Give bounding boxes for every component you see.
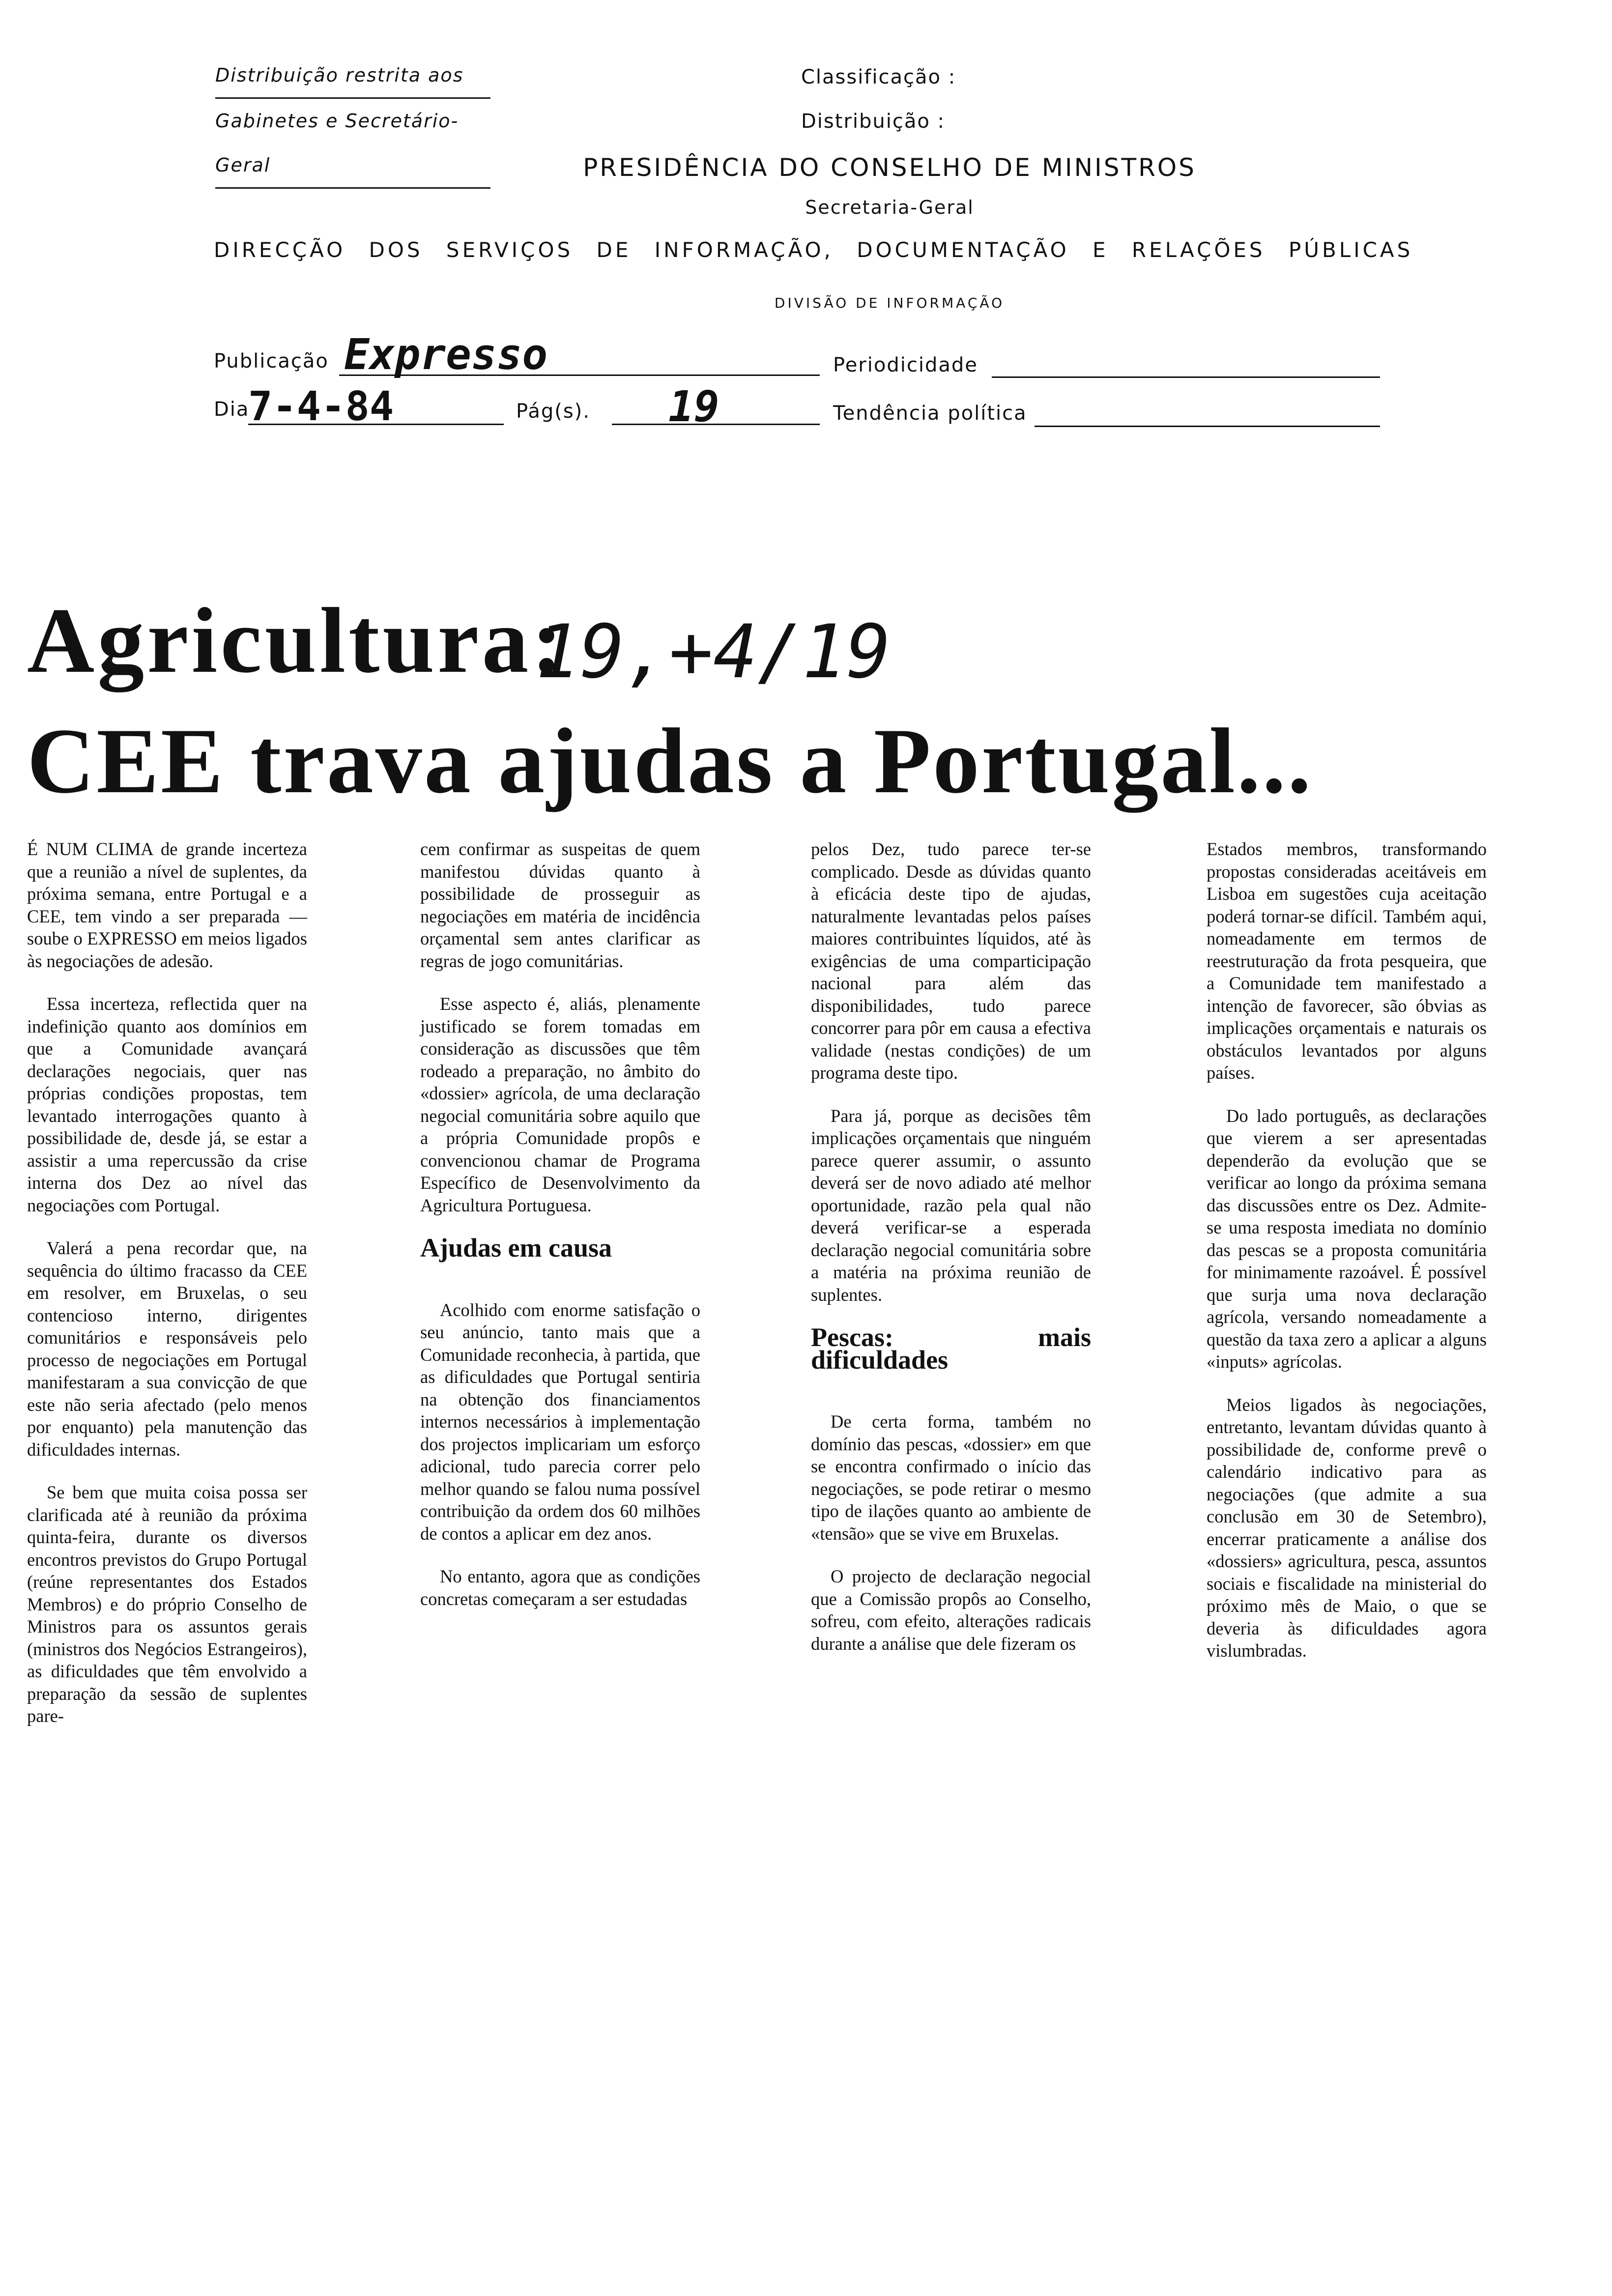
- headline-line-2: CEE trava ajudas a Portugal...: [27, 710, 1313, 813]
- periodicidade-label: Periodicidade: [833, 354, 978, 376]
- paragraph: Acolhido com enorme satisfação o seu anúncio, tanto mais que a Comunidade reconhecia, à partida, que as dificuldades que Portugal sentiria na obtenção dos financiamentos internos necessários à implementação dos projectos implicariam um esforço adicional, tudo parecia correr pelo melhor quando se falou numa possível contribuição da ordem dos 60 milhões de contos a aplicar em dez anos.: [420, 1299, 700, 1544]
- article-column-2: [420, 838, 700, 1631]
- classificacao-label: Classificação :: [801, 66, 956, 88]
- pags-label: Pág(s).: [516, 400, 590, 423]
- paragraph: Para já, porque as decisões têm implicações orçamentais que ninguém parece querer assumir, o assunto deverá ser de novo adiado até melhor oportunidade, razão pela qual não deverá verificar-se a esperada declaração negocial comunitária sobre a matéria na próxima reunião de suplentes.: [811, 1105, 1091, 1305]
- paragraph: cem confirmar as suspeitas de quem manifestou dúvidas quanto à possibilidade de prosseguir as negociações em matéria de incidência orçamental sem antes clarificar as regras de jogo comunitárias.: [420, 839, 700, 971]
- dia-label: Dia: [214, 398, 250, 421]
- paragraph: Essa incerteza, reflectida quer na indefinição quanto aos domínios em que a Comunidade avançará declarações negociais, quer nas próprias condições propostas, tem levantado interrogações quanto à possibilidade de, desde já, se estar a assistir a uma repercussão da crise interna dos Dez ao nível das negociações com Portugal.: [27, 994, 307, 1215]
- subheading-ajudas: Ajudas em causa: [420, 1233, 612, 1263]
- handwritten-page-note: 19,+4/19: [536, 609, 891, 695]
- tendencia-line: [1035, 426, 1380, 427]
- subheading-pescas: Pescas: mais dificuldades: [811, 1322, 1091, 1375]
- paragraph: Se bem que muita coisa possa ser clarificada até à reunião da próxima quinta-feira, durante os diversos encontros previstos do Grupo Portugal (reúne representantes dos Estados Membros) e do próprio Conselho de Ministros para os assuntos gerais (ministros dos Negócios Estrangeiros), as dificuldades que têm envolvido a preparação da sessão de suplentes pare-: [27, 1482, 307, 1726]
- headline-line-1: Agricultura:: [27, 589, 566, 692]
- publicacao-handwritten: Expresso: [344, 330, 548, 379]
- dia-handwritten: 7-4-84: [248, 383, 394, 430]
- direccao-heading: DIRECÇÃO DOS SERVIÇOS DE INFORMAÇÃO, DOCUMENTAÇÃO E RELAÇÕES PÚBLICAS: [214, 238, 1413, 262]
- paragraph: Do lado português, as declarações que vierem a ser apresentadas dependerão da evolução que se verificar ao longo da próxima semana das discussões entre os Dez. Admite-se uma resposta imediata no domínio das pescas se a proposta comunitária for minimamente razoável. É possível que surja uma nova declaração agrícola, versando nomeadamente a questão da taxa zero a aplicar a alguns «inputs» agrícolas.: [1207, 1105, 1487, 1372]
- article-column-3: [811, 838, 1091, 1675]
- distribuicao-label: Distribuição :: [801, 110, 946, 133]
- paragraph: De certa forma, também no domínio das pescas, «dossier» em que se encontra confirmado o início das negociações, se pode retirar o mesmo tipo de ilações quanto ao ambiente de «tensão» que se vive em Bruxelas.: [811, 1411, 1091, 1544]
- paragraph: No entanto, agora que as condições concretas começaram a ser estudadas: [420, 1566, 700, 1609]
- pags-handwritten: 19: [668, 382, 720, 431]
- paragraph: pelos Dez, tudo parece ter-se complicado. Desde as dúvidas quanto à eficácia deste tipo de ajudas, naturalmente levantadas pelos países maiores contribuintes líquidos, até às exigências de uma comparticipação nacional para além das disponibilidades, tudo parece concorrer para pôr em causa a efectiva validade (nestas condições) de um programa deste tipo.: [811, 839, 1091, 1083]
- paragraph: O projecto de declaração negocial que a Comissão propôs ao Conselho, sofreu, com efeito, alterações radicais durante a análise que dele fizeram os: [811, 1566, 1091, 1654]
- article-column-4: [1207, 838, 1487, 1683]
- divisao-heading: DIVISÃO DE INFORMAÇÃO: [774, 295, 1005, 311]
- tendencia-label: Tendência política: [833, 402, 1027, 425]
- paragraph: Meios ligados às negociações, entretanto, levantam dúvidas quanto à possibilidade de, conforme prevê o calendário indicativo para as negociações (que admite a sua conclusão em 30 de Setembro), encerrar praticamente a análise dos «dossiers» agricultura, pesca, assuntos sociais e fiscalidade na ministerial do próximo mês de Maio, o que se deveria às dificuldades agora vislumbradas.: [1207, 1394, 1487, 1661]
- secretaria-heading: Secretaria-Geral: [805, 197, 974, 218]
- presidencia-heading: PRESIDÊNCIA DO CONSELHO DE MINISTROS: [583, 153, 1196, 182]
- paragraph: Valerá a pena recordar que, na sequência do último fracasso da CEE em resolver, em Bruxelas, o seu contencioso interno, dirigentes comunitários e responsáveis pelo processo de negociações em Portugal manifestaram a sua convicção de que este não seria afectado (pelo menos por enquanto) pela manutenção das dificuldades internas.: [27, 1238, 307, 1460]
- restricted-line-1: Distribuição restrita aos: [215, 53, 490, 99]
- paragraph: Esse aspecto é, aliás, plenamente justificado se forem tomadas em consideração as discussões que têm rodeado a preparação, no âmbito do «dossier» agrícola, de uma declaração negocial comunitária sobre aquilo que a própria Comunidade propôs e convencionou chamar de Programa Específico de Desenvolvimento da Agricultura Portuguesa.: [420, 994, 700, 1215]
- paragraph: Estados membros, transformando propostas consideradas aceitáveis em Lisboa em sugestões cuja aceitação poderá tornar-se difícil. Também aqui, nomeadamente em termos de reestruturação da frota pesqueira, que a Comunidade tem manifestado a intenção de favorecer, são óbvias as implicações orçamentais e naturais os obstáculos levantados por alguns países.: [1207, 839, 1487, 1083]
- restricted-line-2: Gabinetes e Secretário-Geral: [215, 99, 490, 189]
- publicacao-label: Publicação: [214, 350, 329, 373]
- periodicidade-line: [992, 376, 1380, 378]
- paragraph: É NUM CLIMA de grande incerteza que a reunião a nível de suplentes, da próxima semana, entre Portugal e a CEE, tem vindo a ser preparada — soube o EXPRESSO em meios ligados às negociações de adesão.: [27, 839, 307, 971]
- classification-block: [801, 55, 956, 144]
- article-column-1: [27, 838, 307, 1748]
